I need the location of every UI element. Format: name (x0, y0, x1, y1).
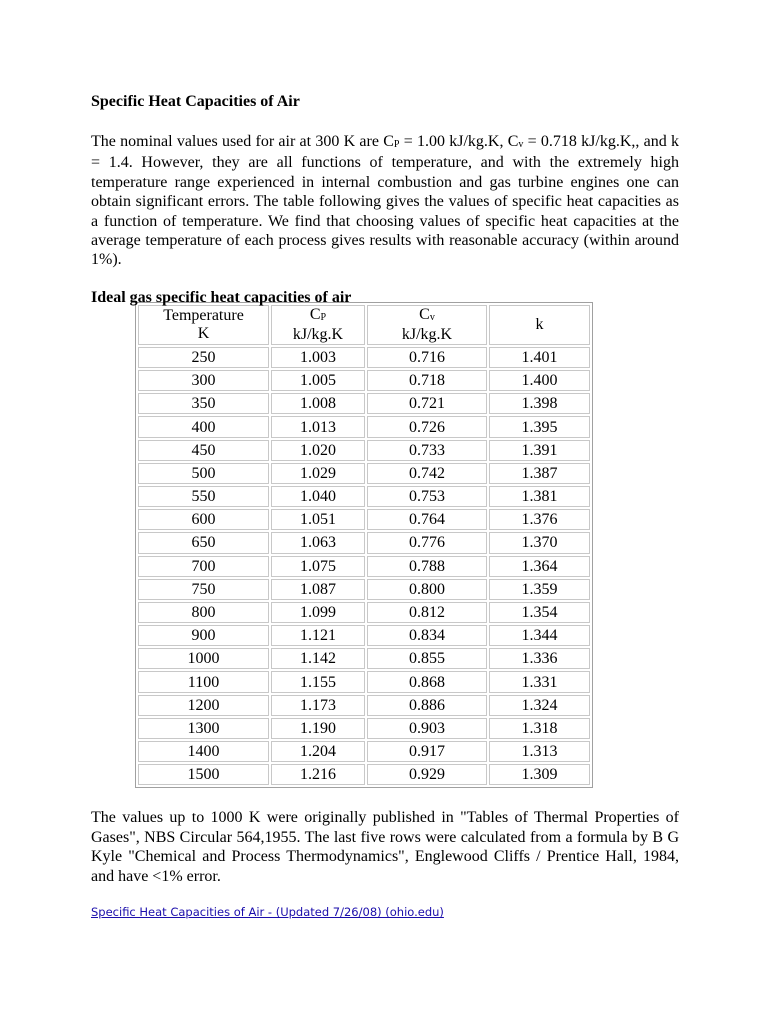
cell-k: 1.395 (489, 416, 590, 437)
table-body (138, 347, 590, 786)
cell-temperature: 500 (138, 463, 269, 484)
cell-temperature: 1300 (138, 718, 269, 739)
cell-temperature: 900 (138, 625, 269, 646)
intro-text-1: The nominal values used for air at 300 K are C (91, 133, 394, 150)
cell-cv: 0.868 (367, 671, 487, 692)
cell-cp: 1.142 (271, 648, 365, 669)
outro-paragraph: The values up to 1000 K were originally published in "Tables of Thermal Properties of Gases", NBS Circular 564,1955. The last five rows were calculated from a formula by B G Kyle "Chemical and Process Thermodynamics", Englewood Cliffs / Prentice Hall, 1984, and have <1% error. (91, 809, 679, 885)
intro-text-2: = 1.00 kJ/kg.K, C (399, 133, 519, 150)
table-header-row (138, 305, 590, 345)
cell-temperature: 450 (138, 440, 269, 461)
cell-k: 1.400 (489, 370, 590, 391)
cell-k: 1.387 (489, 463, 590, 484)
cell-cp: 1.013 (271, 416, 365, 437)
cell-temperature: 400 (138, 416, 269, 437)
cell-cp: 1.087 (271, 579, 365, 600)
cell-cv: 0.726 (367, 416, 487, 437)
cell-cv: 0.721 (367, 393, 487, 414)
cell-k: 1.324 (489, 695, 590, 716)
header-cv: Cv kJ/kg.K (367, 305, 487, 345)
intro-text-3: = 0.718 kJ/kg.K,, and k = 1.4. However, they are all functions of temperature, and with the extremely high temperature range experienced in internal combustion and gas turbine engines one can obtain significant errors. The table following gives the values of specific heat capacities as a function of temperature. We find that choosing values of specific heat capacities at the average temperature of each process gives results with reasonable accuracy (within around 1%). (91, 133, 680, 269)
cell-cp: 1.216 (271, 764, 365, 785)
cell-cv: 0.753 (367, 486, 487, 507)
document-page (91, 92, 679, 920)
table-row (138, 625, 590, 646)
cell-cv: 0.903 (367, 718, 487, 739)
table-row (138, 416, 590, 437)
cell-cp: 1.005 (271, 370, 365, 391)
cell-temperature: 1000 (138, 648, 269, 669)
cell-k: 1.336 (489, 648, 590, 669)
table-row (138, 486, 590, 507)
cell-temperature: 1200 (138, 695, 269, 716)
cell-k: 1.370 (489, 532, 590, 553)
cell-cp: 1.051 (271, 509, 365, 530)
table-row (138, 579, 590, 600)
cell-cv: 0.929 (367, 764, 487, 785)
document-heading: Specific Heat Capacities of Air (91, 93, 300, 110)
cell-cv: 0.776 (367, 532, 487, 553)
cell-cv: 0.834 (367, 625, 487, 646)
cell-k: 1.344 (489, 625, 590, 646)
cell-cv: 0.800 (367, 579, 487, 600)
cell-cv: 0.886 (367, 695, 487, 716)
table-title: Ideal gas specific heat capacities of air (91, 288, 352, 306)
table-row (138, 393, 590, 414)
cell-temperature: 800 (138, 602, 269, 623)
cell-cp: 1.040 (271, 486, 365, 507)
source-link[interactable]: Specific Heat Capacities of Air - (Updated 7/26/08) (ohio.edu) (91, 905, 444, 920)
cell-k: 1.359 (489, 579, 590, 600)
table-row (138, 440, 590, 461)
cell-cv: 0.788 (367, 556, 487, 577)
header-temperature: Temperature K (138, 305, 269, 345)
cell-temperature: 550 (138, 486, 269, 507)
table-row (138, 718, 590, 739)
cell-cp: 1.075 (271, 556, 365, 577)
cell-k: 1.364 (489, 556, 590, 577)
cell-temperature: 650 (138, 532, 269, 553)
cell-cp: 1.121 (271, 625, 365, 646)
cell-cv: 0.742 (367, 463, 487, 484)
cell-k: 1.313 (489, 741, 590, 762)
cell-cp: 1.008 (271, 393, 365, 414)
table-row (138, 671, 590, 692)
cell-temperature: 1400 (138, 741, 269, 762)
table-row (138, 602, 590, 623)
table-row (138, 695, 590, 716)
table-row (138, 370, 590, 391)
cell-temperature: 1500 (138, 764, 269, 785)
cell-temperature: 350 (138, 393, 269, 414)
cell-k: 1.391 (489, 440, 590, 461)
table-row (138, 741, 590, 762)
cell-cv: 0.812 (367, 602, 487, 623)
cp-subscript: P (393, 139, 400, 150)
cv-subscript: v (518, 139, 524, 150)
cell-cp: 1.003 (271, 347, 365, 368)
header-k: k (489, 305, 590, 345)
cell-cp: 1.020 (271, 440, 365, 461)
cell-cp: 1.029 (271, 463, 365, 484)
cell-cv: 0.764 (367, 509, 487, 530)
cell-temperature: 250 (138, 347, 269, 368)
cell-temperature: 300 (138, 370, 269, 391)
cell-k: 1.401 (489, 347, 590, 368)
header-cp: CP kJ/kg.K (271, 305, 365, 345)
table-row (138, 463, 590, 484)
cell-k: 1.309 (489, 764, 590, 785)
cell-cv: 0.733 (367, 440, 487, 461)
cell-cp: 1.063 (271, 532, 365, 553)
table-row (138, 347, 590, 368)
cell-cp: 1.190 (271, 718, 365, 739)
cell-k: 1.398 (489, 393, 590, 414)
cell-temperature: 1100 (138, 671, 269, 692)
table-row (138, 764, 590, 785)
table-row (138, 532, 590, 553)
cell-cv: 0.855 (367, 648, 487, 669)
cell-cv: 0.718 (367, 370, 487, 391)
table-row (138, 648, 590, 669)
cell-temperature: 600 (138, 509, 269, 530)
cell-k: 1.331 (489, 671, 590, 692)
table-row (138, 509, 590, 530)
cell-cv: 0.917 (367, 741, 487, 762)
cell-k: 1.318 (489, 718, 590, 739)
cell-k: 1.354 (489, 602, 590, 623)
cell-cv: 0.716 (367, 347, 487, 368)
intro-paragraph (91, 132, 679, 270)
cell-k: 1.376 (489, 509, 590, 530)
cell-temperature: 750 (138, 579, 269, 600)
cell-cp: 1.204 (271, 741, 365, 762)
cell-k: 1.381 (489, 486, 590, 507)
cell-temperature: 700 (138, 556, 269, 577)
specific-heat-table (135, 302, 593, 789)
cell-cp: 1.099 (271, 602, 365, 623)
cell-cp: 1.155 (271, 671, 365, 692)
table-row (138, 556, 590, 577)
cell-cp: 1.173 (271, 695, 365, 716)
